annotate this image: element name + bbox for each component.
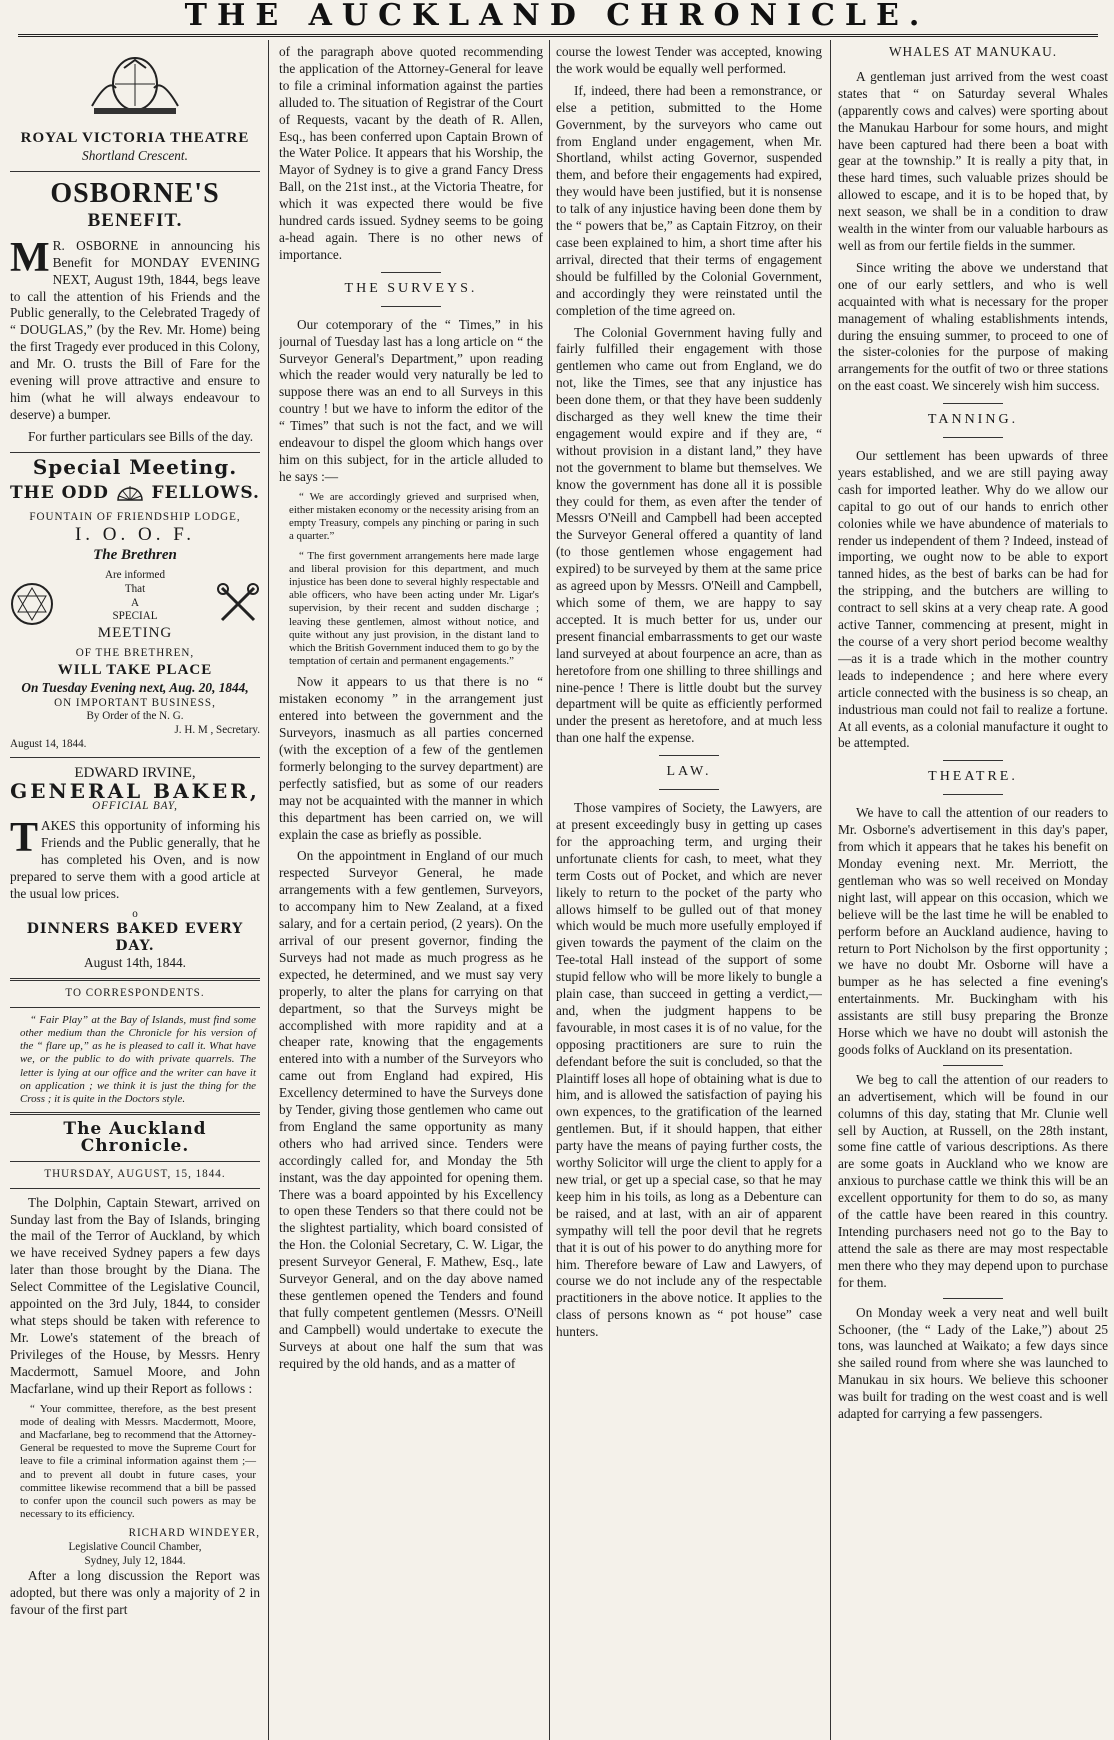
theatre-heading: THEATRE.: [838, 760, 1108, 795]
divider: [943, 1298, 1003, 1299]
surveys-para-2: Now it appears to us that there is no “ mistaken economy ” in the arrangement just entered into between the government and the Surveyors, inasmuch as all parties concerned (with the exception of a few of the gentlemen formerly belonging to the survey department) are perfectly satisfied, but as some of our readers may not be acquainted with the manner in which this department has been carried on, we will explain the case as briefly as possible.: [279, 674, 543, 842]
special: SPECIAL: [112, 610, 158, 623]
whales-para-2: Since writing the above we understand that one of our early settlers, and who is well acquainted with what is necessary for the proper management of whaling establishments intends, during the ensuing summer, to proceed to one of the sister-colonies for the purpose of making arrangements for the outfit of two or three stations on the east coast. We sincerely wish him success.: [838, 259, 1108, 394]
column-3: [556, 44, 822, 1734]
column-2: [279, 44, 543, 1734]
surveys-para-1: Our cotemporary of the “ Times,” in his journal of Tuesday last has a long article on “ the Surveyor General's Department,” upon reading which the reader would very naturally be led to suppose there was an end to all Surveys in this country ! but we have to inform the editor of the “ Times” that such is not the fact, and we will endeavour to dispel the gloom which hangs over him on this subject, for in the article alluded to he says :—: [279, 316, 543, 484]
odd-fellows-right: FELLOWS.: [151, 482, 260, 503]
divider: [10, 452, 260, 453]
masthead-rule: [18, 34, 1098, 37]
meeting-block: [10, 569, 260, 643]
article-dolphin: The Dolphin, Captain Stewart, arrived on Sunday last from the Bay of Islands, bringing the mail of the Terror of Auckland, by which we have received Sydney papers a few days later than those brought by the Diana. The Select Committee of the Legislative Council, appointed on the 3rd July, 1844, to consider what steps should be taken with reference to Mr. Lowe's statement of the breach of Privileges of the House, by Messrs. Henry Macdermott, Samuel Moore, and John Macfarlane, wind up their Report as follows :: [10, 1194, 260, 1396]
benefit-bills: For further particulars see Bills of the day.: [28, 428, 254, 444]
whales-heading: WHALES AT MANUKAU.: [888, 44, 1058, 59]
surveys-para-5: The Colonial Government having fully and fairly fulfilled their engagement with those gentlemen who came out from England, we do not, like the Times, see that any injustice has been done them, or that they have been suddenly discharged as they well knew the time their engagement would expire and if they are, “ without provision in a distant land,” they have not the government to blame but themselves. We know the government has done all it is possible they could for them, as even after the tender of Messrs O'Neill and Campbell had been accepted the Surveyor General offered a quantity of land (to those gentlemen whose engagement had expired) to be surveyed by them at the same price as agreed upon by Messrs. O'Neill and Campbell, which some of them, we are happy to say accepted. It is much better for us, under our present financial embarrassments to get our waste land surveyed at about fourpence an acre, than as heretofore from one shilling to three shillings and nine-pence ! There is little doubt but the survey department will be quite as efficiently performed under the present as heretofore, and at much less than one half the expense.: [556, 324, 822, 746]
brethren: The Brethren: [93, 547, 177, 564]
column-divider: [830, 40, 831, 1740]
column-4: [838, 44, 1108, 1734]
divider: [10, 978, 260, 981]
surveys-continued: course the lowest Tender was accepted, knowing the work would be equally well performed.: [556, 44, 822, 76]
law-heading: LAW.: [556, 755, 822, 790]
divider: [10, 1188, 260, 1189]
surveys-para-3: On the appointment in England of our much respected Surveyor General, he made arrangements with a few gentlemen, Surveyors, to accompany him to New Zealand, at a fixed salary, and for a certain period, (2 years). On the arrival of our present governor, finding the Surveys had not made as much progress as he expected, he determined, and we must say very properly, to alter the plans for carrying on that department, so that the Surveys might be accomplished with more rapidity and at a cheaper rate, knowing that the engagements entered into with a number of the Surveyors who came out from England had expired, His Excellency determined to have the Surveys done by Tender, giving those gentlemen who came out from England the same opportunity as many others who had arrived since. Tenders were accordingly called for, and Monday the 5th instant, was the day appointed for opening them. There was a board appointed by his Excellency to open these Tenders so that there could not be the slightest partiality, which board consisted of the Hon. the Colonial Secretary, C. W. Ligar, the present Surveyor General, F. Mathew, Esq., late Surveyor General, and on the day above named these gentlemen opened the Tenders and found that fully competent gentlemen (Messrs. O'Neill and Campbell) would undertake to execute the Surveys at about one half the sum that was required by the old hands, and as a matter of: [279, 848, 543, 1371]
benefit-text: R. OSBORNE in announcing his Benefit for MONDAY EVENING NEXT, August 19th, 1844, begs leave to call the attention of his Friends and the Public generally, to the Celebrated Tragedy of “ DOUGLAS,” (by the Rev. Mr. Home) being the first Tragedy ever produced in this Colony, and Mr. O. trusts the Bill of Fare for the evening will prove attractive and ensure to him (what he will always endeavour to deserve) a bumper.: [10, 237, 260, 422]
committee-quote: “ Your committee, therefore, as the best present mode of dealing with Messrs. Macdermott, Moore, and Macfarlane, beg to recommend that the Attorney-General be requested to move the Supreme Court for leave to file a criminal information against them ;—and to prevent all doubt in future cases, your committee likewise recommend that a bill be passed to confer upon the council such powers as may be necessary to its efficiency.: [20, 1402, 256, 1521]
signer-date: Sydney, July 12, 1844.: [84, 1554, 186, 1567]
law-para: Those vampires of Society, the Lawyers, are at present exceedingly busy in getting up cases for the approaching term, and urging their unfortunate clients for cash, to meet, what they term Costs out of Pocket, and which are never likely to return to the pocket of the party who allows himself to be gulled out of that money which would be much more usefully employed if given towards the payment of the claim on the Tee-total Hall instead of the support of some stupid fellow who will be more likely to bungle a plain case, than succeed in getting a verdict,—and, when the judgment happens to be favourable, in most cases it is of no value, for the opposing practitioners are sure to ruin the defendant before the suit is concluded, so that the Plaintiff loses all hope of obtaining what is due to him, and is allowed the satisfaction of paying his own expences, to the gratification of the learned gentlemen. But, if it should happen, that either party have the means of paying further costs, the worthy Solicitor will urge the client to apply for a new trial, or get up a special case, so that he may keep him in his toils, as long as a Debenture can be raised, and at last, with an air of apparent sympathy will tell the poor devil that he regrets that it is out of his power to do anything more for him. Therefore beware of Law and Lawyers, of course we do not include any of the respectable practitioners in the above notice. It applies to the class of persons known as “ pot house” case hunters.: [556, 800, 822, 1340]
theatre-para: We have to call the attention of our readers to Mr. Osborne's advertisement in this day's paper, from which it appears that he takes his benefit on Monday evening next. Mr. Merriott, the gentleman who was so well received on Monday night last, will appear on this occasion, which we believe will be the last time he will be enabled to perform before an Auckland audience, having to return to Port Nicholson by the first opportunity ; we have no doubt Mr. Osborne will have a bumper as he has selected a fine evening's entertainments. Mr. Buckingham with his assistants are still busy preparing the Bronze Horse which we have no doubt will astonish the goods folks of Auckland on its presentation.: [838, 805, 1108, 1057]
special-meeting-heading: Special Meeting.: [32, 454, 238, 479]
lodge-name: FOUNTAIN OF FRIENDSHIP LODGE,: [29, 510, 241, 523]
divider: [10, 1007, 260, 1008]
ioof: I. O. O. F.: [74, 524, 196, 546]
article-dolphin-end: After a long discussion the Report was adopted, but there was only a majority of 2 in favour of the first part: [10, 1568, 260, 1618]
a: A: [130, 596, 139, 609]
important-business: ON IMPORTANT BUSINESS,: [54, 696, 216, 709]
sunburst-icon: [115, 480, 145, 507]
that: That: [124, 582, 146, 595]
divider: [10, 1161, 260, 1162]
informed: Are informed: [104, 569, 166, 582]
column-divider: [268, 40, 269, 1740]
tanning-heading: TANNING.: [838, 403, 1108, 438]
surveys-quote-2: “ The first government arrangements here made large and liberal provision for this department, and much injustice has been done to several highly respectable and able officers, who have been acting under Mr. Ligar's supervision, by their recent and sudden discharge ; leaving these gentlemen, almost without notice, and quite without any just provision, in the distant land to which the British Government induced them to go by the temptation of certain and permanent engagements.”: [289, 549, 539, 668]
paper-date: THURSDAY, AUGUST, 15, 1844.: [44, 1167, 226, 1180]
column-divider: [549, 40, 550, 1740]
benefit-notice: [10, 234, 260, 424]
baker-notice: [10, 815, 260, 903]
article-continued: of the paragraph above quoted recommending the application of the Attorney-General for leave to file a criminal information against the parties alluded to. The situation of Registrar of the Court of Requests, vacant by the death of R. Allen, Esq., has been conferred upon Captain Brown of the Water Police. It appears that his Worship, the Mayor of Sydney is to give a grand Fancy Dress Ball, on the 21st inst., at the Victoria Theatre, for which it was expected there would be five hundred cards issued. Sydney seems to be going a-head again. There is no other news of importance.: [279, 44, 543, 262]
drop-cap: M: [10, 234, 50, 281]
correspondents-heading: TO CORRESPONDENTS.: [65, 987, 205, 999]
paper-name: The Auckland Chronicle.: [63, 1119, 207, 1157]
baker-date: August 14th, 1844.: [84, 955, 186, 971]
whales-para-1: A gentleman just arrived from the west coast states that “ on Saturday several Whales (apparently cows and calves) were sporting about the Manukau Harbour for some hours, and might have been captured had there been a boat with gear at the township.” It is really a pity that, in these hard times, such valuable prizes should be allowed to escape, and it is to be hoped that, by next season, we shall be in a condition to draw wealth in the winter from our valuable harbours as well as from our fertile fields in the summer.: [838, 68, 1108, 253]
separator-o: o: [132, 907, 138, 920]
surveys-quote-1: “ We are accordingly grieved and surprised when, either mistaken economy or the necessity arising from an empty Treasury, compels any pinching or paring in such a quarter.”: [289, 490, 539, 543]
benefit-title: OSBORNE'S: [50, 177, 220, 209]
divider: [10, 1112, 260, 1115]
drop-cap: T: [10, 815, 39, 862]
meeting-time: On Tuesday Evening next, Aug. 20, 1844,: [21, 679, 249, 695]
column-1: [10, 44, 260, 1734]
signer-title: Legislative Council Chamber,: [68, 1541, 202, 1554]
divider: [10, 757, 260, 758]
cattle-para: We beg to call the attention of our readers to an advertisement, which will be found in our columns of this day, stating that Mr. Clunie well sell by Auction, at Russell, on the 28th instant, some fine cattle of various descriptions. As there are some goats in Auckland who we know are anxious to purchase cattle we think this will be an excellent opportunity for them to do so, as many of the cattle have been reared in this country. Intending purchasers need not go to the Bay to attend the sale as there are may most respectable men there who they may depend upon to purchase for them.: [838, 1071, 1108, 1290]
baker-text: AKES this opportunity of informing his Friends and the Public generally, that he has completed his Oven, and is now prepared to serve them with a good article at the usual low prices.: [10, 818, 260, 901]
divider: [10, 171, 260, 172]
dinners-baked: DINNERS BAKED EVERY DAY.: [26, 921, 244, 955]
correspondents-text: “ Fair Play” at the Bay of Islands, must find some other medium than the Chronicle for his version of the “ flare up,” as he is pleased to call it. What have we, or the public to do with private quarrels. The letter is lying at our office and the writer can have it on application ; we think it is just the thing for the Cross ; it is quite in the Doctors style.: [20, 1013, 256, 1105]
by-order: By Order of the N. G.: [86, 710, 184, 723]
odd-fellows-left: THE ODD: [10, 482, 109, 503]
schooner-para: On Monday week a very neat and well built Schooner, (the “ Lady of the Lake,”) about 25 tons, was launched at Waikato; a few days since she sailed round from where she was launched to Manukau in six hours. We believe this schooner was built for trading on the west coast and is well adapted for carrying a few passengers.: [838, 1304, 1108, 1422]
tanning-para: Our settlement has been upwards of three years established, and we are still paying away cash for imported leather. Why do we allow our capital to go out of our hands to enrich other colonies while we have abundence of materials to render us independent of them ? Indeed, instead of importing, we ought now to be able to export tanned hides, as the best of barks can be had for the stripping, and the butchers are willing to contract to sell skins at a very cheap rate. A good active Tanner, commencing at present, might in the course of a very short period become wealthy—as it is a trade which in the mother country leads to independence ; and here where every article connected with the business is so cheap, an industrious man could not fail to realize a fortune. At all events, as a colonial manufacture it ought to be attempted.: [838, 448, 1108, 751]
benefit-subtitle: BENEFIT.: [87, 209, 183, 231]
surveys-para-4: If, indeed, there had been a remonstrance, or else a petition, submitted to the Home Government, by the surveyors who came out from England under engagement, when Mr. Shortland, whilst acting Governor, suspended them, and before their engagements had expired, they would have been justified, but it is nonsense to talk of any injustice having been done them by the “ powers that be,” as Captain Fitzroy, on their case been explained to him, a short time after his arrival, directed that their terms of engagement should be fulfilled by the Colonial Government, and accordingly they were reinstated until the completion of the time agreed on.: [556, 82, 822, 318]
meeting: MEETING: [97, 625, 173, 642]
theatre-name: ROYAL VICTORIA THEATRE: [20, 129, 250, 146]
theatre-address: Shortland Crescent.: [82, 147, 188, 163]
official-bay: OFFICIAL BAY,: [92, 800, 178, 813]
royal-crest-icon: [10, 48, 260, 123]
irvine-name: EDWARD IRVINE,: [74, 765, 196, 782]
signer-name: RICHARD WINDEYER,: [128, 1527, 260, 1540]
star-emblem-icon: [10, 582, 54, 631]
general-baker: GENERAL BAKER,: [10, 779, 260, 804]
crossed-keys-icon: [216, 582, 260, 631]
odd-fellows-heading: [10, 480, 260, 507]
divider: [943, 1065, 1003, 1066]
will-take-place: WILL TAKE PLACE: [57, 661, 213, 678]
meeting-date: August 14, 1844.: [10, 737, 87, 750]
surveys-heading: THE SURVEYS.: [279, 272, 543, 307]
of-brethren: OF THE BRETHREN,: [75, 647, 195, 660]
masthead: THE AUCKLAND CHRONICLE.: [184, 0, 930, 33]
secretary: J. H. M , Secretary.: [174, 724, 260, 737]
